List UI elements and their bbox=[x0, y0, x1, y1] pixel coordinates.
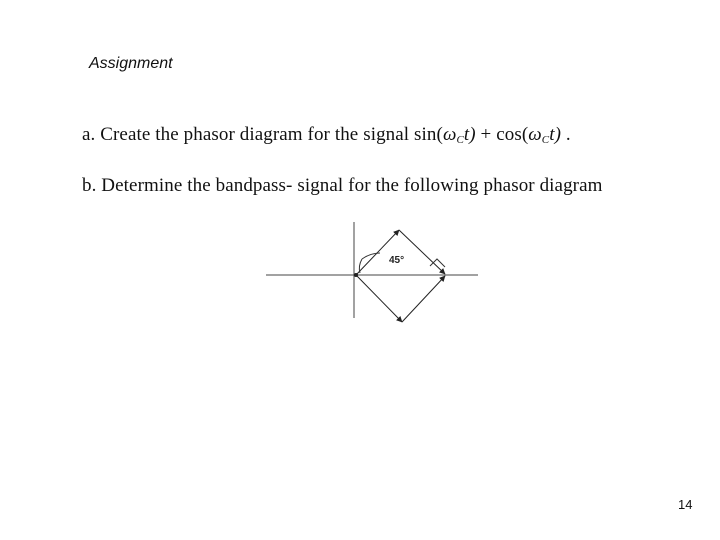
angle-label: 45° bbox=[389, 255, 405, 266]
item-b: b. Determine the bandpass- signal for the following phasor diagram bbox=[82, 175, 603, 196]
item-a-formula bbox=[414, 124, 571, 145]
formula-plus: + bbox=[475, 124, 497, 145]
right-angle-mark bbox=[430, 259, 445, 267]
formula-sub: C bbox=[456, 134, 464, 146]
item-a-text: a. Create the phasor diagram for the signal bbox=[82, 124, 415, 145]
formula-omega: ω bbox=[442, 124, 457, 145]
formula-cos: cos( bbox=[496, 124, 529, 145]
formula-sin: sin( bbox=[414, 124, 443, 145]
angle-arc bbox=[362, 253, 380, 259]
origin-point bbox=[354, 273, 358, 277]
phasor-right-bottom bbox=[402, 276, 445, 322]
formula-sub-2: C bbox=[541, 134, 550, 146]
phasor-right-top bbox=[399, 230, 445, 274]
formula-t-2: t) bbox=[549, 124, 562, 145]
phasor-lower bbox=[356, 275, 402, 322]
angle-arc-lower bbox=[359, 259, 362, 273]
page-number: 14 bbox=[678, 497, 693, 512]
formula-omega-2: ω bbox=[528, 124, 542, 145]
item-a bbox=[82, 124, 571, 146]
formula-end: . bbox=[561, 124, 571, 145]
phasor-upper bbox=[356, 230, 399, 275]
formula-t: t) bbox=[463, 124, 476, 145]
slide-title: Assignment bbox=[89, 55, 173, 72]
phasor-diagram bbox=[262, 218, 482, 338]
